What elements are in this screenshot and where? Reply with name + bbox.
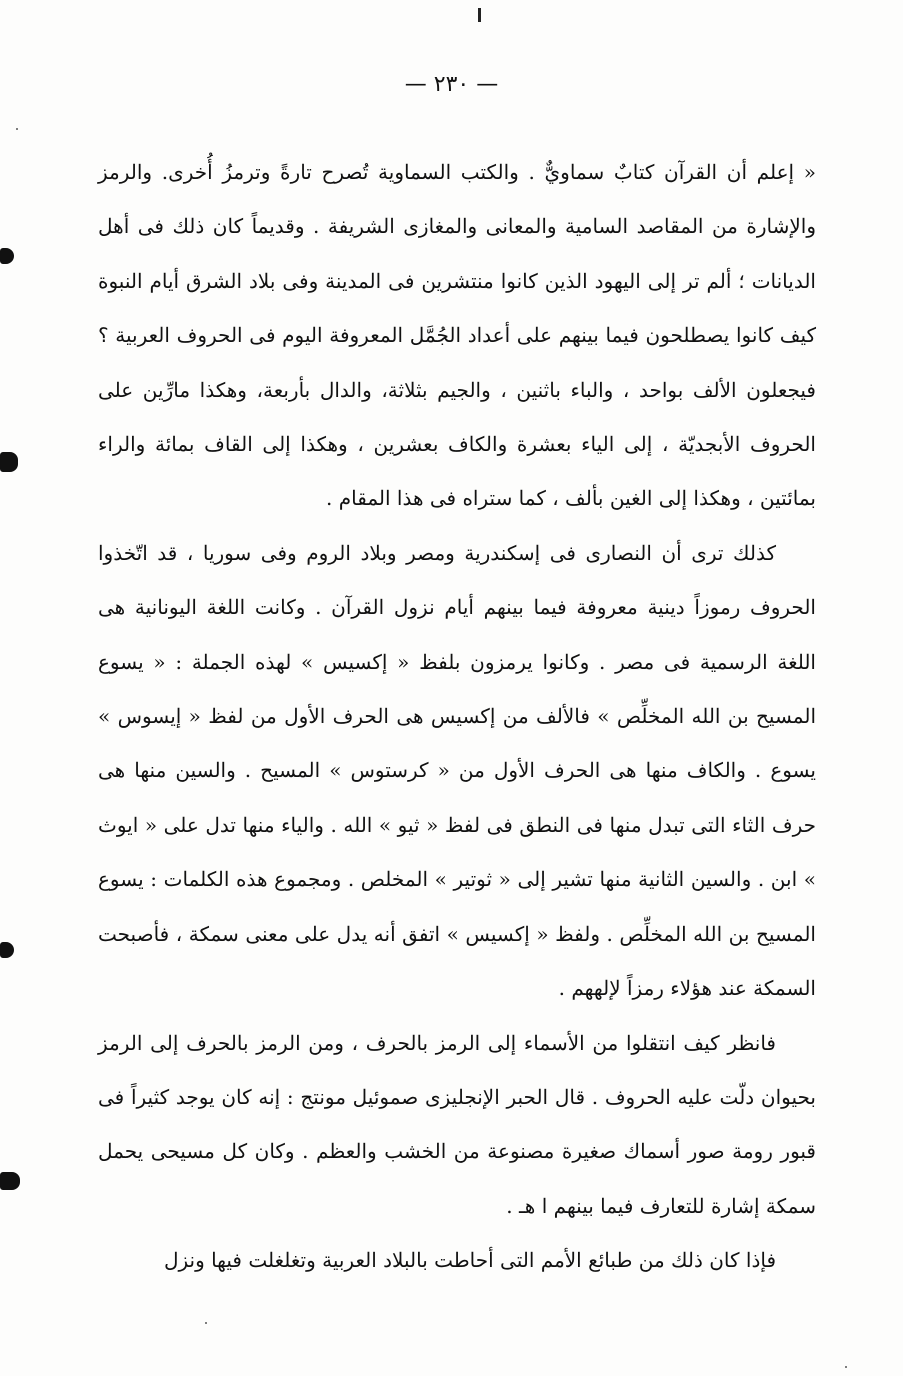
paragraph-4: فإذا كان ذلك من طبائع الأمم التى أحاطت بالبلاد العربية وتغلغلت فيها ونزل (163, 1248, 776, 1273)
paper-speck (845, 1366, 847, 1368)
paragraph-2: كذلك ترى أن النصارى فى إسكندرية ومصر وبلاد الروم وفى سوريا ، قد اتّخذوا الحروف رموزاً دينية معروفة فيما بينهم أيام نزول القرآن . وكانت اللغة اليونانية هى اللغة الرسمية فى مصر . وكانوا يرمزون بلفظ « إكسيس » لهذه الجملة : « يسوع المسيح بن الله المخلِّص » فالألف من إكسيس هى الحرف الأول من لفظ « إيسوس » يسوع . والكاف منها هى الحرف الأول من « كرستوس » المسيح . والسين منها هى حرف الثاء التى تبدل منها فى النطق فى لفظ « ثيو » الله . والياء منها تدل على « ايوث » ابن . والسين الثانية منها تشير إلى « ثوتير » المخلص . ومجموع هذه الكلمات : يسوع المسيح بن الله المخلِّص . ولفظ « إكسيس » اتفق أنه يدل على معنى سمكة ، فأصبحت السمكة عند هؤلاء رمزاً لإلههم . (98, 540, 816, 1001)
margin-punch-mark (0, 942, 14, 958)
binding-mark (478, 8, 481, 22)
margin-punch-mark (0, 1172, 20, 1190)
margin-punch-mark (0, 248, 14, 264)
page-number: — ٢٣٠ — (404, 72, 499, 97)
body-text (98, 145, 816, 1288)
paper-speck (16, 128, 18, 130)
margin-punch-mark (0, 452, 18, 472)
paper-speck (205, 1322, 207, 1324)
paragraph-1: « إعلم أن القرآن كتابٌ سماويٌّ . والكتب السماوية تُصرح تارةً وترمزُ أُخرى. والرمز والإشارة من المقاصد السامية والمعانى والمغازى الشريفة . وقديماً كان ذلك فى أهل الديانات ؛ ألم تر إلى اليهود الذين كانوا منتشرين فى المدينة وفى بلاد الشرق أيام النبوة كيف كانوا يصطلحون فيما بينهم على أعداد الجُمَّل المعروفة اليوم فى الحروف العربية ؟ فيجعلون الألف بواحد ، والباء باثنين ، والجيم بثلاثة، والدال بأربعة، وهكذا مارِّين على الحروف الأبجديّة ، إلى الياء بعشرة والكاف بعشرين ، وهكذا إلى القاف بمائة والراء بمائتين ، وهكذا إلى الغين بألف ، كما ستراه فى هذا المقام . (98, 160, 816, 511)
paragraph-3: فانظر كيف انتقلوا من الأسماء إلى الرمز بالحرف ، ومن الرمز بالحرف إلى الرمز بحيوان دلّت عليه الحروف . قال الحبر الإنجليزى صموئيل مونتج : إنه كان يوجد كثيراً فى قبور رومة صور أسماك صغيرة مصنوعة من الخشب والعظم . وكان كل مسيحى يحمل سمكة إشارة للتعارف فيما بينهم ا هـ . (98, 1030, 816, 1218)
